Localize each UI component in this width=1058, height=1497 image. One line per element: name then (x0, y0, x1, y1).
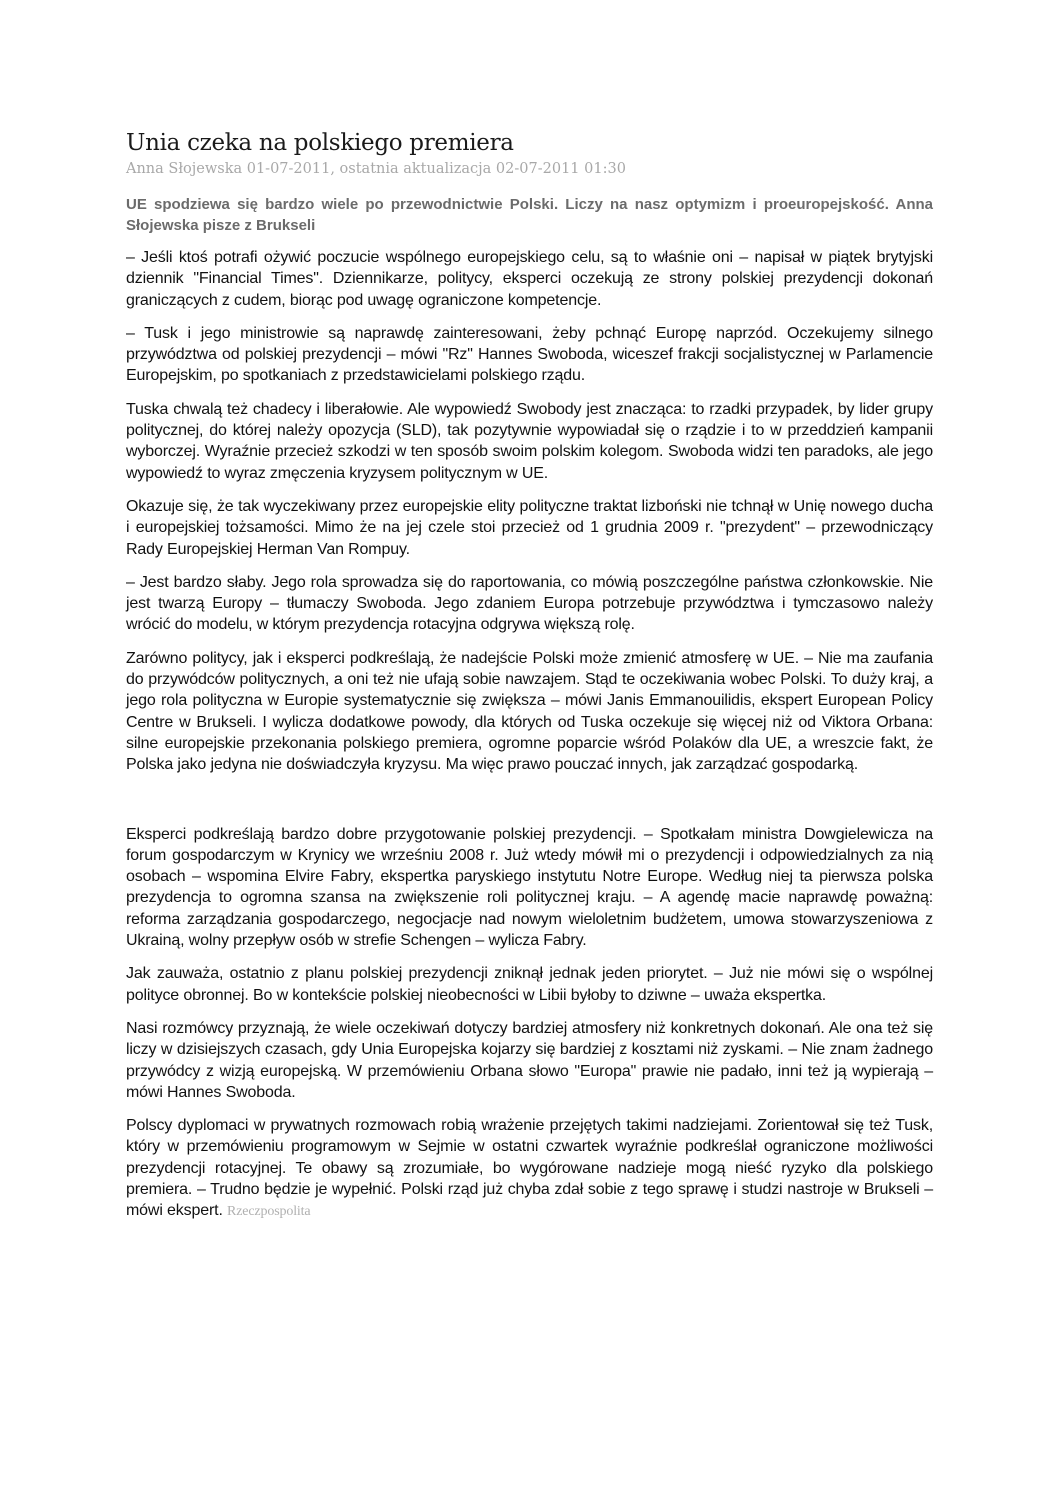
article-paragraph-4: Okazuje się, że tak wyczekiwany przez europejskie elity polityczne traktat lizboński nie tchnął w Unię nowego ducha i europejskiej tożsamości. Mimo że na jej czele stoi przecież od 1 grudnia 2009 r. "prezydent" – przewodniczący Rady Europejskiej Herman Van Rompuy. (126, 497, 933, 558)
article-paragraph-10 (126, 1115, 933, 1222)
article-paragraph-8: Jak zauważa, ostatnio z planu polskiej prezydencji zniknął jednak jeden priorytet. – Już nie mówi się o wspólnej polityce obronnej. Bo w kontekście polskiej nieobecności w Libii byłoby to dziwne – uważa ekspertka. (126, 965, 933, 1004)
article-paragraph-10-text: Polscy dyplomaci w prywatnych rozmowach robią wrażenie przejętych takimi nadziejami. Zorientował się też Tusk, który w przemówieniu programowym w Sejmie w ostatni czwartek wyraźnie podkreślał ograniczone możliwości prezydencji rotacyjnej. Te obawy są zrozumiałe, bo wygórowane nadzieje mogą nieść ryzyko dla polskiego premiera. – Trudno będzie je wypełnić. Polski rząd już chyba zdał sobie z tego sprawę i studzi nastroje w Brukseli – mówi ekspert. (126, 1117, 933, 1220)
article-paragraph-1: – Jeśli ktoś potrafi ożywić poczucie wspólnego europejskiego celu, są to właśnie oni – napisał w piątek brytyjski dziennik "Financial Times". Dziennikarze, politycy, eksperci oczekują ze strony polskiej prezydencji dokonań graniczących z cudem, biorąc pod uwagę ograniczone kompetencje. (126, 249, 933, 309)
article-paragraph-5: – Jest bardzo słaby. Jego rola sprowadza się do raportowania, co mówią poszczególne państwa członkowskie. Nie jest twarzą Europy – tłumaczy Swoboda. Jego zdaniem Europa potrzebuje przywództwa i tymczasowo należy wrócić do modelu, w którym prezydencja rotacyjna odgrywa większą rolę. (126, 573, 933, 634)
article (126, 128, 933, 1235)
article-paragraph-6: Zarówno politycy, jak i eksperci podkreślają, że nadejście Polski może zmienić atmosferę w UE. – Nie ma zaufania do przywódców politycznych, a oni też nie ufają sobie nawzajem. Stąd te oczekiwania wobec Polski. To duży kraj, a jego rola polityczna w Europie systematycznie się zwiększa – mówi Janis Emmanouilidis, ekspert European Policy Centre w Brukseli. I wylicza dodatkowe powody, dla których od Tuska oczekuje się więcej niż od Viktora Orbana: silne europejskie przekonania polskiego premiera, ogromne poparcie wśród Polaków dla UE, a wreszcie fakt, że Polska jako jedyna nie doświadczyła kryzysu. Ma więc prawo pouczać innych, jak zarządzać gospodarką. (126, 649, 933, 774)
article-paragraph-2: – Tusk i jego ministrowie są naprawdę zainteresowani, żeby pchnąć Europę naprzód. Oczekujemy silnego przywództwa od polskiej prezydencji – mówi "Rz" Hannes Swoboda, wiceszef frakcji socjalistycznej w Parlamencie Europejskim, po spotkaniach z przedstawicielami polskiego rządu. (126, 324, 933, 385)
article-paragraph-3: Tuska chwalą też chadecy i liberałowie. Ale wypowiedź Swobody jest znacząca: to rzadki przypadek, by lider grupy politycznej, do której należy opozycja (SLD), tak pozytywnie wypowiadał się o rządzie i to w przeddzień kampanii wyborczej. Wyraźnie przecież szkodzi w ten sposób swoim polskim kolegom. Swoboda widzi ten paradoks, ale jego wypowiedź to wyraz zmęczenia kryzysem politycznym w UE. (126, 400, 933, 482)
article-paragraph-7: Eksperci podkreślają bardzo dobre przygotowanie polskiej prezydencji. – Spotkałam ministra Dowgielewicza na forum gospodarczym w Krynicy we wrześniu 2008 r. Już wtedy mówił mi o prezydencji i odpowiedzialnych za nią osobach – wspomina Elvire Fabry, ekspertka paryskiego instytutu Notre Europe. Według niej ta pierwsza polska prezydencja to ogromna szansa na zwiększenie roli politycznej kraju. – A agendę macie naprawdę poważną: reforma zarządzania gospodarczego, negocjacje nad nowym wieloletnim budżetem, umowa stowarzyszeniowa z Ukrainą, wolny przepływ osób w strefie Schengen – wylicza Fabry. (126, 825, 933, 950)
article-byline: Anna Słojewska 01-07-2011, ostatnia aktualizacja 02-07-2011 01:30 (126, 161, 626, 177)
article-title: Unia czeka na polskiego premiera (126, 130, 514, 156)
source-label: Rzeczpospolita (227, 1204, 311, 1220)
article-lead: UE spodziewa się bardzo wiele po przewodnictwie Polski. Liczy na nasz optymizm i proeuropejskość. Anna Słojewska pisze z Brukseli (126, 196, 933, 234)
article-paragraph-9: Nasi rozmówcy przyznają, że wiele oczekiwań dotyczy bardziej atmosfery niż konkretnych dokonań. Ale ona też się liczy w dzisiejszych czasach, gdy Unia Europejska kojarzy się bardziej z kosztami niż zyskami. – Nie znam żadnego przywódcy z wizją europejską. W przemówieniu Orbana słowo "Europa" prawie nie padało, inni też ją wypierają – mówi Hannes Swoboda. (126, 1019, 933, 1101)
